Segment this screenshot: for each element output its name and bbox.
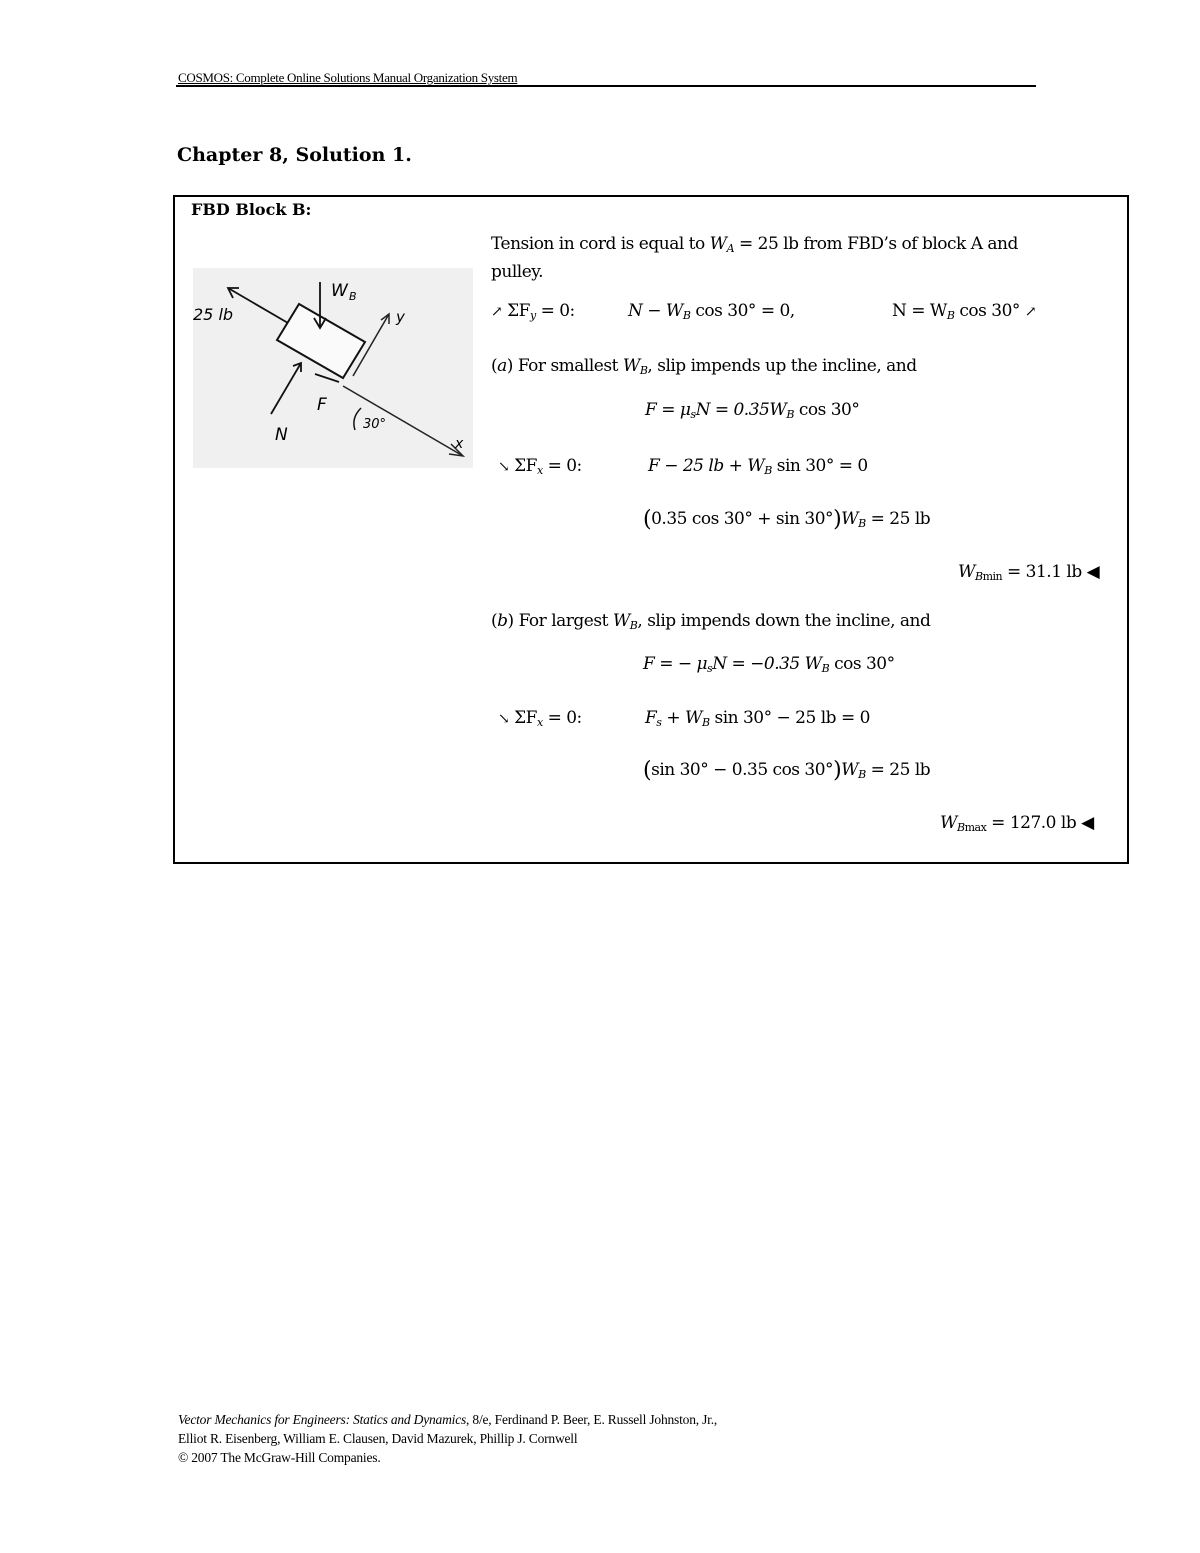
result-a-sub: B [974,570,983,583]
fb-eq-sub2: B [821,662,830,675]
part-a-text: ) For smallest [506,356,623,376]
fx-b-eq-sub: s [656,716,662,729]
combo-b-close: ) [833,758,842,783]
combo-a: 0.35 cos 30° + sin 30° [651,509,834,529]
combo-b-w: W [841,760,859,780]
part-a-rest: , slip impends up the incline, and [647,356,917,376]
answer-marker-icon: ◀ [1086,562,1100,582]
angle-label: 30° [363,417,387,432]
diagonal-up-arrow-icon: ↗ [491,304,503,320]
part-a-letter: a [497,356,507,376]
weight-label: W [331,281,348,301]
combo-a-w: W [841,509,859,529]
combo-a-open: ( [643,507,652,532]
fy-eq-rest: cos 30° = 0, [690,301,795,321]
tension-text-a: Tension in cord is equal to [491,234,710,254]
result-b-value: = 127.0 lb [986,813,1077,833]
part-a-heading [491,356,917,377]
free-body-diagram [193,268,473,468]
combo-a-sub: B [858,517,866,530]
n-result-rest: cos 30° [954,301,1020,321]
fa-eq-end: cos 30° [793,400,860,420]
result-a [958,562,1099,583]
combo-b: sin 30° − 0.35 cos 30° [651,760,834,780]
footer-book-title: Vector Mechanics for Engineers: Statics and Dynamics [178,1412,467,1427]
diagonal-down-arrow-icon: ↘ [498,711,510,727]
result-a-w: W [958,562,975,582]
n-result [892,301,1036,322]
footer-line-1-rest: , 8/e, Ferdinand P. Beer, E. Russell Johnston, Jr., [466,1412,718,1427]
answer-marker-icon: ◀ [1081,813,1094,833]
part-b-letter: b [497,611,508,631]
n-result-sub: B [946,309,955,322]
fx-a-sub: B [764,464,772,477]
part-b-heading [491,611,930,632]
sum-fy-sub: y [529,309,536,322]
tension-text-b: = 25 lb from FBD’s of block A and [734,234,1018,254]
sum-fx-a-sub: x [536,464,543,477]
combo-b-open: ( [643,758,652,783]
sum-fx-b-label: ΣF [514,708,537,728]
fx-b-eq-sub2: B [701,716,710,729]
result-a-value: = 31.1 lb [1002,562,1082,582]
friction-label: F [317,395,327,415]
combo-b-sub: B [858,768,866,781]
combo-a-close: ) [833,507,842,532]
part-a-prefix: ( [491,356,498,376]
fy-equation [628,301,795,322]
result-b-sub: B [956,821,965,834]
part-b-w-sub: B [629,619,638,632]
sum-fx-a-rest: = 0: [542,456,582,476]
sum-fx-a-line [498,456,582,477]
fy-eq-sub: B [682,309,691,322]
fy-eq: N − W [628,301,683,321]
tension-line-1 [491,234,1018,255]
footer-line-3: © 2007 The McGraw-Hill Companies. [178,1450,381,1465]
part-a-w-sub: B [639,364,648,377]
result-a-subtext: min [982,570,1003,583]
sum-fy-line [491,301,575,322]
x-axis-label: x [455,436,464,452]
fb-eq-sub: s [707,662,713,675]
fb-eq-end: cos 30° [829,654,895,674]
combo-a-equation [643,507,930,532]
result-b [940,813,1094,834]
fbd-title: FBD Block B: [191,200,312,219]
header-title: COSMOS: Complete Online Solutions Manual Organization System [178,70,518,85]
part-b-prefix: ( [491,611,498,631]
result-b-subtext: max [964,821,987,834]
chapter-title: Chapter 8, Solution 1. [177,144,412,166]
sum-fx-b-rest: = 0: [542,708,582,728]
tension-wa-sub: A [726,242,735,255]
tension-wa: W [709,234,727,254]
fx-b-equation [645,708,870,729]
combo-a-rest: = 25 lb [865,509,931,529]
sum-fx-b-line [498,708,582,729]
footer [178,1410,717,1467]
part-b-w: W [612,611,630,631]
fb-eq: F = − μ [643,654,708,674]
friction-a-equation [645,400,859,421]
footer-line-2: Elliot R. Eisenberg, William E. Clausen, David Mazurek, Phillip J. Cornwell [178,1431,578,1446]
fx-b-eq-rest: sin 30° − 25 lb = 0 [709,708,870,728]
fa-eq-sub2: B [786,408,794,421]
fa-eq-sub: s [690,408,696,421]
part-a-w: W [622,356,640,376]
part-b-rest: , slip impends down the incline, and [637,611,931,631]
fa-eq-rest: N = 0.35W [695,400,787,420]
combo-b-rest: = 25 lb [865,760,931,780]
fx-b-eq-mid: + W [661,708,702,728]
fx-a-equation [648,456,868,477]
n-result-text: N = W [892,301,947,321]
sum-fx-b-sub: x [536,716,543,729]
fx-a-eq: F − 25 lb + W [648,456,765,476]
diagonal-down-arrow-icon: ↘ [498,459,510,475]
combo-b-equation [643,758,930,783]
tension-label: 25 lb [193,305,234,324]
part-b-text: ) For largest [507,611,613,631]
fx-a-rest: sin 30° = 0 [771,456,868,476]
weight-label-sub: B [349,290,357,303]
friction-b-equation [643,654,895,675]
fx-b-eq: F [645,708,657,728]
sum-fx-a-label: ΣF [514,456,537,476]
footer-line-1 [178,1410,717,1429]
normal-label: N [275,425,288,445]
header-rule [176,85,1036,87]
sum-fy-label: ΣF [507,301,530,321]
diagonal-up-arrow-icon: ↗ [1024,304,1037,320]
result-b-w: W [940,813,957,833]
tension-line-2: pulley. [491,262,544,282]
y-axis-label: y [396,308,405,326]
sum-fy-rest: = 0: [535,301,575,321]
fb-eq-rest: N = −0.35 W [712,654,822,674]
fa-eq: F = μ [645,400,691,420]
